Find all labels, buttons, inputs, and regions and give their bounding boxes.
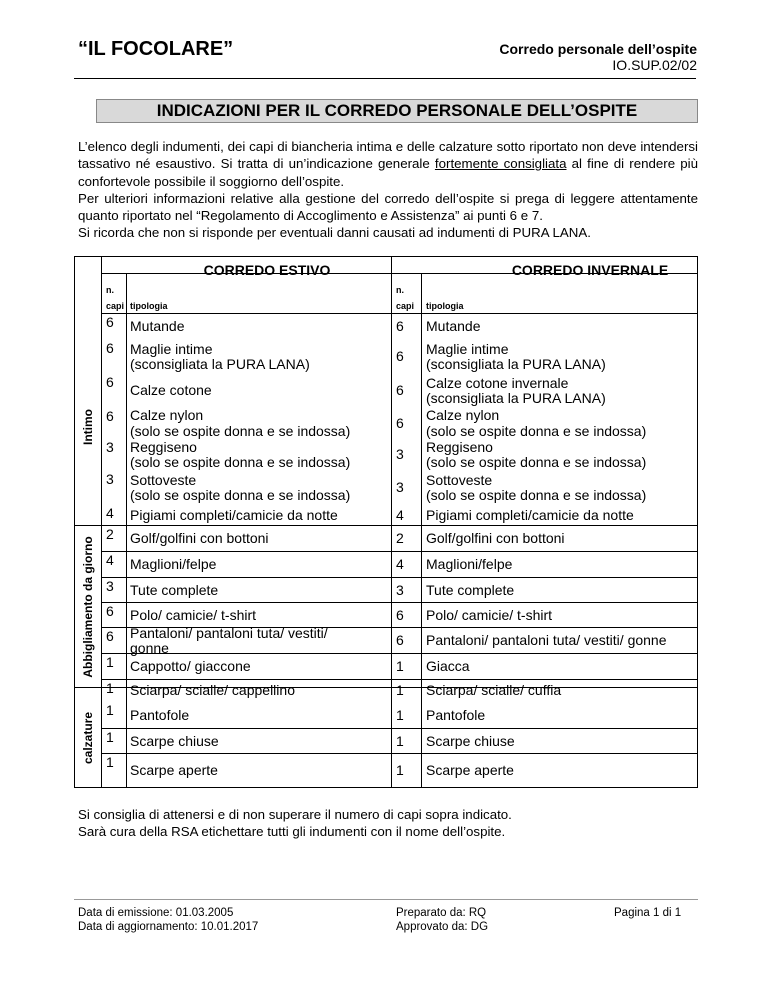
- summer-item: Maglie intime: [130, 340, 213, 357]
- winter-qty: 1: [396, 658, 404, 675]
- footnote-line-1: Si consiglia di attenersi e di non superare il numero di capi sopra indicato.: [78, 807, 512, 822]
- winter-item: Sciarpa/ scialle/ cuffia: [426, 682, 562, 699]
- winter-qty: 6: [396, 318, 404, 335]
- divider-subheader: [101, 273, 697, 274]
- winter-item-note: (solo se ospite donna e se indossa): [426, 422, 647, 439]
- winter-item-note: (solo se ospite donna e se indossa): [426, 487, 647, 503]
- divider-winter-n: [421, 273, 422, 787]
- winter-item: Scarpe aperte: [426, 762, 514, 779]
- winter-qty: 1: [396, 762, 404, 779]
- winter-qty: 6: [396, 414, 404, 431]
- winter-item: Scarpe chiuse: [426, 732, 515, 749]
- summer-item-note: (solo se ospite donna e se indossa): [130, 422, 351, 439]
- prepared-by: Preparato da: RQ: [396, 907, 487, 919]
- document-title: Corredo personale dell’ospite: [499, 41, 697, 57]
- section-label-intimo: Intimo: [81, 409, 95, 445]
- summer-qty: 6: [106, 340, 114, 356]
- winter-qty: 6: [396, 348, 404, 365]
- summer-item: Cappotto/ giaccone: [130, 658, 251, 675]
- winter-qty: 3: [396, 479, 404, 496]
- divider-summer-winter: [391, 257, 392, 787]
- intro-p1-start: L’elenco degli indumenti, dei capi di biancheria intima e delle calzature sotto riportato non deve intendersi tassativo né esaustivo. Si tratta di un’indicazione generale: [78, 139, 698, 172]
- winter-item: Mutande: [426, 318, 481, 335]
- winter-qty: 4: [396, 506, 404, 523]
- page-number: Pagina 1 di 1: [614, 907, 682, 919]
- summer-qty: 6: [106, 314, 114, 330]
- winter-item-note: (sconsigliata la PURA LANA): [426, 390, 606, 406]
- summer-qty: 1: [106, 654, 114, 670]
- divider-section-col: [101, 257, 102, 787]
- winter-qty: 2: [396, 530, 404, 547]
- summer-qty: 4: [106, 505, 114, 521]
- winter-item: Tute complete: [426, 581, 515, 598]
- summer-qty: 1: [106, 754, 114, 770]
- summer-item: Scarpe aperte: [130, 762, 218, 779]
- winter-col-capi: capi: [396, 301, 415, 311]
- summer-item: Polo/ camicie/ t-shirt: [130, 606, 257, 623]
- winter-item: Calze nylon: [426, 407, 500, 423]
- winter-item: Giacca: [426, 658, 470, 675]
- winter-item-note: (sconsigliata la PURA LANA): [426, 356, 606, 372]
- winter-item: Maglie intime: [426, 340, 509, 357]
- summer-item-note: (sconsigliata la PURA LANA): [130, 356, 310, 372]
- winter-item: Polo/ camicie/ t-shirt: [426, 606, 553, 623]
- header-divider: [74, 78, 696, 79]
- summer-qty: 6: [106, 603, 114, 619]
- summer-qty: 6: [106, 408, 114, 424]
- summer-item: Sciarpa/ scialle/ cappellino: [130, 682, 295, 699]
- summer-qty: 4: [106, 552, 114, 568]
- summer-qty: 3: [106, 471, 114, 487]
- winter-qty: 4: [396, 556, 404, 573]
- document-code: IO.SUP.02/02: [612, 57, 697, 73]
- summer-item: Tute complete: [130, 581, 219, 598]
- winter-qty: 3: [396, 446, 404, 463]
- intro-paragraph-1: [78, 138, 698, 190]
- summer-qty: 1: [106, 729, 114, 745]
- summer-item: Sottoveste: [130, 471, 197, 488]
- footer-authors: [396, 906, 488, 934]
- winter-qty: 1: [396, 732, 404, 749]
- row-divider: [101, 653, 697, 654]
- winter-col-n: n.: [396, 285, 404, 295]
- footnote: [78, 806, 512, 840]
- winter-item-note: (solo se ospite donna e se indossa): [426, 454, 647, 470]
- winter-item: Sottoveste: [426, 471, 493, 488]
- divider-header: [101, 313, 697, 314]
- summer-item: Scarpe chiuse: [130, 732, 219, 749]
- wardrobe-table: [74, 256, 698, 788]
- summer-item: Maglioni/felpe: [130, 556, 217, 573]
- summer-item: Pantaloni/ pantaloni tuta/ vestiti/: [130, 624, 328, 641]
- winter-item: Reggiseno: [426, 438, 493, 455]
- summer-qty: 2: [106, 526, 114, 542]
- page-title: INDICAZIONI PER IL CORREDO PERSONALE DELL’OSPITE: [96, 99, 698, 123]
- footnote-line-2: Sarà cura della RSA etichettare tutti gli indumenti con il nome dell’ospite.: [78, 824, 506, 839]
- section-label-calzature: calzature: [81, 711, 95, 765]
- intro-paragraph-2: Per ulteriori informazioni relative alla gestione del corredo dell’ospite si prega di leggere attentamente quanto riportato nel “Regolamento di Accoglimento e Assistenza” ai punti 6 e 7.: [78, 190, 698, 224]
- summer-item: Calze nylon: [130, 407, 204, 423]
- summer-qty: 3: [106, 439, 114, 455]
- summer-qty: 3: [106, 578, 114, 594]
- summer-item: Calze cotone: [130, 382, 212, 399]
- winter-item: Calze cotone invernale: [426, 374, 569, 391]
- intro-paragraph-3: Si ricorda che non si risponde per eventuali danni causati ad indumenti di PURA LANA.: [78, 225, 591, 241]
- summer-item-note: (solo se ospite donna e se indossa): [130, 454, 351, 470]
- winter-title: CORREDO INVERNALE: [511, 262, 669, 278]
- issue-date: Data di emissione: 01.03.2005: [78, 907, 234, 919]
- row-divider: [101, 577, 697, 578]
- winter-qty: 1: [396, 682, 404, 699]
- winter-item: Pantaloni/ pantaloni tuta/ vestiti/ gonne: [426, 632, 667, 649]
- summer-item: Reggiseno: [130, 438, 197, 455]
- summer-title: CORREDO ESTIVO: [203, 262, 331, 278]
- summer-item: Mutande: [130, 318, 185, 335]
- winter-item: Maglioni/felpe: [426, 556, 513, 573]
- approved-by: Approvato da: DG: [396, 921, 489, 933]
- footer-dates: [78, 906, 258, 934]
- summer-item: Pigiami completi/camicie da notte: [130, 506, 338, 523]
- footer-divider: [74, 899, 698, 900]
- divider-summer-n: [126, 273, 127, 787]
- organization-name: “IL FOCOLARE”: [78, 38, 234, 60]
- winter-col-tipologia: tipologia: [426, 301, 464, 311]
- winter-qty: 6: [396, 632, 404, 649]
- winter-item: Pantofole: [426, 706, 486, 723]
- row-divider: [101, 551, 697, 552]
- summer-item: Golf/golfini con bottoni: [130, 530, 269, 547]
- row-divider: [101, 753, 697, 754]
- summer-item-note: gonne: [130, 640, 169, 656]
- section-label-abbigliamento: Abbigliamento da giorno: [81, 536, 95, 678]
- summer-col-tipologia: tipologia: [130, 301, 168, 311]
- summer-qty: 1: [106, 702, 114, 718]
- row-divider: [101, 728, 697, 729]
- summer-item-note: (solo se ospite donna e se indossa): [130, 487, 351, 503]
- row-divider: [101, 679, 697, 680]
- intro-p1-underlined: fortemente consigliata: [434, 156, 567, 172]
- winter-qty: 6: [396, 382, 404, 399]
- summer-qty: 6: [106, 628, 114, 644]
- winter-item: Pigiami completi/camicie da notte: [426, 506, 634, 523]
- winter-qty: 1: [396, 706, 404, 723]
- update-date: Data di aggiornamento: 10.01.2017: [78, 921, 259, 933]
- document-header: [499, 41, 697, 73]
- summer-qty: 6: [106, 374, 114, 390]
- winter-qty: 6: [396, 606, 404, 623]
- winter-qty: 3: [396, 581, 404, 598]
- summer-col-capi: capi: [106, 301, 125, 311]
- winter-item: Golf/golfini con bottoni: [426, 530, 565, 547]
- summer-item: Pantofole: [130, 706, 190, 723]
- intro-text: [78, 138, 698, 242]
- row-divider: [101, 602, 697, 603]
- summer-col-n: n.: [106, 285, 114, 295]
- summer-qty: 1: [106, 680, 114, 696]
- divider-section-intimo: [75, 525, 697, 526]
- intro-p1-end: al fine di rendere più confortevole possibile il soggiorno dell’ospite.: [78, 156, 699, 189]
